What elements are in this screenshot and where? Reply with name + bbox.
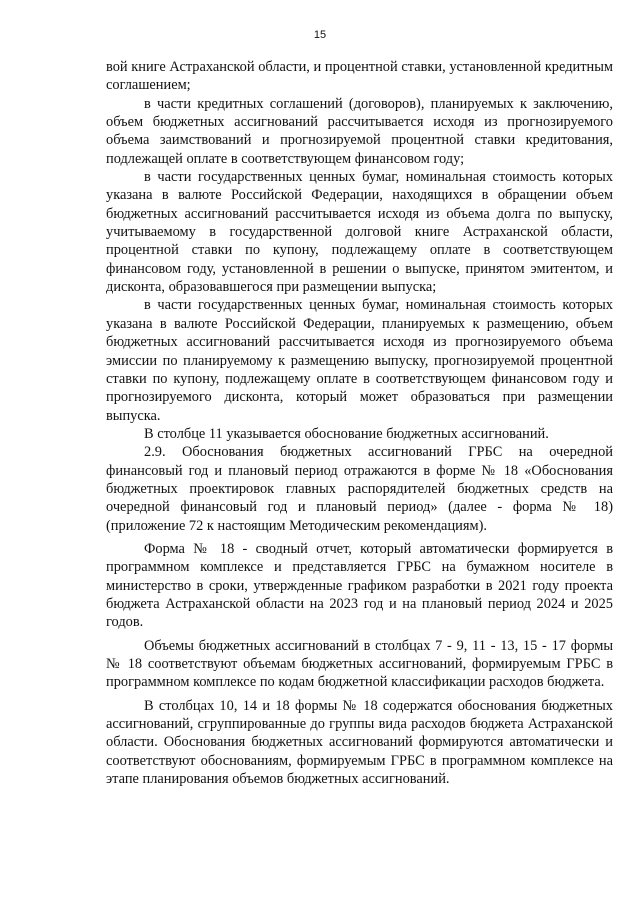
paragraph-section-2-9: 2.9. Обоснования бюджетных ассигнований ГРБС на очередной финансовый год и плановый период отражаются в форме № 18 «Обоснования бюджетных проектировок главных распорядителей бюджетных средств на очередной финансовый год и плановый период» (далее - форма № 18) (приложение 72 к настоящим Методическим рекомендациям). [106,444,613,534]
paragraph-form-18: Форма № 18 - сводный отчет, который автоматически формируется в программном комплексе и представляется ГРБС на бумажном носителе в министерство в сроки, утвержденные графиком разработки в 2021 году проекта бюджета Астраханской области на 2023 год и на плановый период 2024 и 2025 годов. [106,540,613,631]
paragraph-columns-justifications: В столбцах 10, 14 и 18 формы № 18 содержатся обоснования бюджетных ассигнований, сгруппированные до группы вида расходов бюджета Астраханской области. Обоснования бюджетных ассигнований формируются автоматически и соответствуют обоснованиям, формируемым ГРБС в программном комплексе на этапе планирования объемов бюджетных ассигнований. [106,697,613,788]
paragraph-credit-agreements: в части кредитных соглашений (договоров), планируемых к заключению, объем бюджетных ассигнований рассчитывается исходя из прогнозируемого объема заимствований и прогнозируемой процентной ставки кредитования, подлежащей оплате в соответствующем финансовом году; [106,95,613,167]
paragraph-column-11: В столбце 11 указывается обоснование бюджетных ассигнований. [144,425,549,442]
paragraph-columns-volumes: Объемы бюджетных ассигнований в столбцах 7 - 9, 11 - 13, 15 - 17 формы № 18 соответствуют объемам бюджетных ассигнований, формируемым ГРБС в программном комплексе по кодам бюджетной классификации расходов бюджета. [106,637,613,691]
paragraph-securities-planned: в части государственных ценных бумаг, номинальная стоимость которых указана в валюте Российской Федерации, планируемых к размещению, объем бюджетных ассигнований рассчитывается исходя из прогнозируемого объема эмиссии по планируемому к размещению выпуску, прогнозируемой процентной ставки по купону, подлежащему оплате в соответствующем финансовом году и прогнозируемого дисконта, который может образоваться при размещении выпуска. [106,297,613,424]
document-body [106,58,613,788]
paragraph-continuation: вой книге Астраханской области, и процентной ставки, установленной кредитным соглашением; [106,59,613,94]
paragraph-securities-in-circulation: в части государственных ценных бумаг, номинальная стоимость которых указана в валюте Российской Федерации, находящихся в обращении объем бюджетных ассигнований рассчитывается исходя из объема долга по выпуску, учитываемому в государственной долговой книге Астраханской области, процентной ставки по купону, подлежащему оплате в соответствующем финансовом году, установленной в решении о выпуске, принятом эмитентом, и дисконта, образовавшегося при размещении выпуска; [106,169,613,296]
page-number: 15 [313,29,327,41]
